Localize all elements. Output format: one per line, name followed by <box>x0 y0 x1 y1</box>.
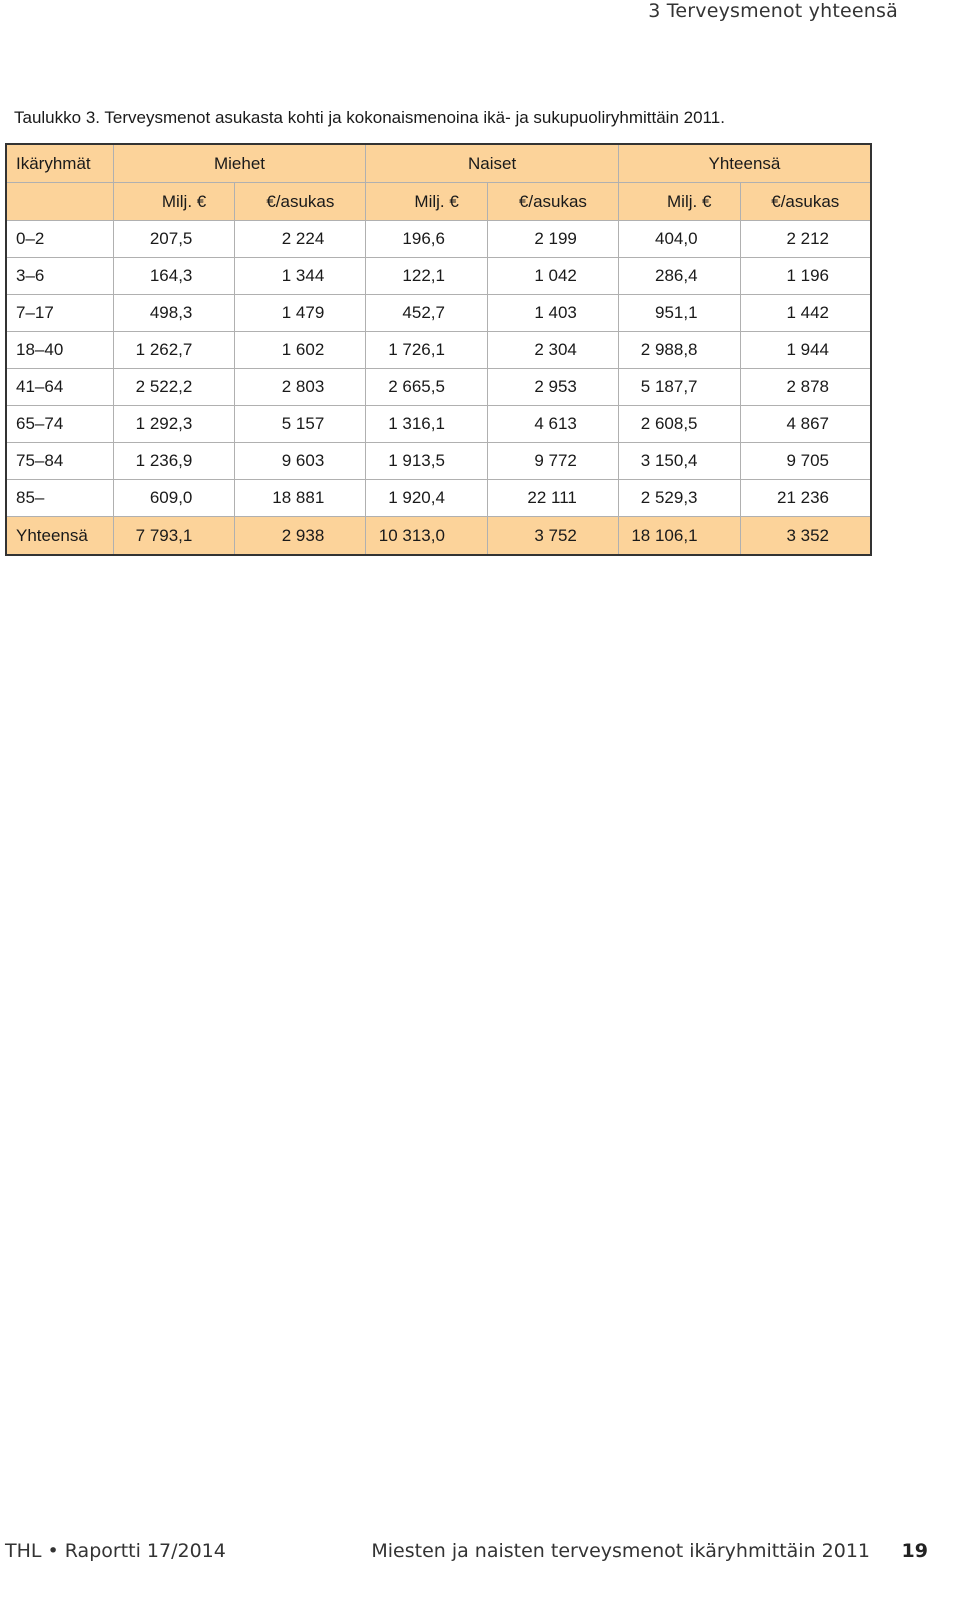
table-header-row-units <box>6 183 871 221</box>
value-cell: 3 150,4 <box>618 443 740 480</box>
value-cell: 404,0 <box>618 221 740 258</box>
unit-header-women-millions: Milj. € <box>366 183 488 221</box>
value-cell: 1 479 <box>235 295 366 332</box>
age-cell: 65–74 <box>6 406 113 443</box>
age-cell: 3–6 <box>6 258 113 295</box>
running-header: 3 Terveysmenot yhteensä <box>648 0 898 22</box>
value-cell: 22 111 <box>487 480 618 517</box>
value-cell: 4 867 <box>740 406 871 443</box>
value-cell: 286,4 <box>618 258 740 295</box>
value-cell: 9 772 <box>487 443 618 480</box>
table-row <box>6 480 871 517</box>
table-row <box>6 443 871 480</box>
expenditure-table <box>5 143 872 556</box>
unit-header-total-millions: Milj. € <box>618 183 740 221</box>
value-cell: 2 608,5 <box>618 406 740 443</box>
value-cell: 1 042 <box>487 258 618 295</box>
total-value-cell: 3 352 <box>740 517 871 556</box>
age-cell: 41–64 <box>6 369 113 406</box>
table-row <box>6 221 871 258</box>
value-cell: 1 262,7 <box>113 332 235 369</box>
value-cell: 9 603 <box>235 443 366 480</box>
value-cell: 951,1 <box>618 295 740 332</box>
footer-publication: THL • Raportti 17/2014 <box>5 1540 226 1562</box>
value-cell: 1 292,3 <box>113 406 235 443</box>
table-row <box>6 332 871 369</box>
unit-header-women-per-capita: €/asukas <box>487 183 618 221</box>
age-cell: 18–40 <box>6 332 113 369</box>
value-cell: 164,3 <box>113 258 235 295</box>
total-value-cell: 2 938 <box>235 517 366 556</box>
value-cell: 498,3 <box>113 295 235 332</box>
value-cell: 1 913,5 <box>366 443 488 480</box>
value-cell: 18 881 <box>235 480 366 517</box>
total-value-cell: 10 313,0 <box>366 517 488 556</box>
table-caption: Taulukko 3. Terveysmenot asukasta kohti ja kokonaismenoina ikä- ja sukupuoliryhmittäin 2011. <box>14 108 725 127</box>
total-value-cell: 18 106,1 <box>618 517 740 556</box>
value-cell: 452,7 <box>366 295 488 332</box>
value-cell: 2 803 <box>235 369 366 406</box>
empty-header-cell <box>6 183 113 221</box>
value-cell: 609,0 <box>113 480 235 517</box>
value-cell: 1 316,1 <box>366 406 488 443</box>
table-row <box>6 406 871 443</box>
group-header-men: Miehet <box>113 144 366 183</box>
total-value-cell: 3 752 <box>487 517 618 556</box>
table-row <box>6 258 871 295</box>
value-cell: 1 920,4 <box>366 480 488 517</box>
value-cell: 5 157 <box>235 406 366 443</box>
unit-header-men-per-capita: €/asukas <box>235 183 366 221</box>
value-cell: 2 988,8 <box>618 332 740 369</box>
age-cell: 0–2 <box>6 221 113 258</box>
value-cell: 2 199 <box>487 221 618 258</box>
table-row <box>6 369 871 406</box>
group-header-total: Yhteensä <box>618 144 871 183</box>
value-cell: 2 304 <box>487 332 618 369</box>
value-cell: 1 344 <box>235 258 366 295</box>
value-cell: 1 236,9 <box>113 443 235 480</box>
value-cell: 1 726,1 <box>366 332 488 369</box>
value-cell: 1 944 <box>740 332 871 369</box>
table-total-row <box>6 517 871 556</box>
table-header-row-groups <box>6 144 871 183</box>
value-cell: 207,5 <box>113 221 235 258</box>
value-cell: 9 705 <box>740 443 871 480</box>
value-cell: 2 665,5 <box>366 369 488 406</box>
table-row <box>6 295 871 332</box>
age-group-header: Ikäryhmät <box>6 144 113 183</box>
value-cell: 122,1 <box>366 258 488 295</box>
group-header-women: Naiset <box>366 144 619 183</box>
value-cell: 2 224 <box>235 221 366 258</box>
unit-header-men-millions: Milj. € <box>113 183 235 221</box>
value-cell: 2 212 <box>740 221 871 258</box>
total-label-cell: Yhteensä <box>6 517 113 556</box>
value-cell: 2 522,2 <box>113 369 235 406</box>
value-cell: 1 403 <box>487 295 618 332</box>
total-value-cell: 7 793,1 <box>113 517 235 556</box>
value-cell: 196,6 <box>366 221 488 258</box>
value-cell: 2 953 <box>487 369 618 406</box>
age-cell: 85– <box>6 480 113 517</box>
footer-report-title: Miesten ja naisten terveysmenot ikäryhmittäin 2011 <box>371 1540 870 1562</box>
value-cell: 1 442 <box>740 295 871 332</box>
value-cell: 2 529,3 <box>618 480 740 517</box>
value-cell: 2 878 <box>740 369 871 406</box>
age-cell: 7–17 <box>6 295 113 332</box>
value-cell: 21 236 <box>740 480 871 517</box>
value-cell: 5 187,7 <box>618 369 740 406</box>
unit-header-total-per-capita: €/asukas <box>740 183 871 221</box>
value-cell: 1 196 <box>740 258 871 295</box>
page-number: 19 <box>901 1540 928 1562</box>
age-cell: 75–84 <box>6 443 113 480</box>
value-cell: 4 613 <box>487 406 618 443</box>
value-cell: 1 602 <box>235 332 366 369</box>
